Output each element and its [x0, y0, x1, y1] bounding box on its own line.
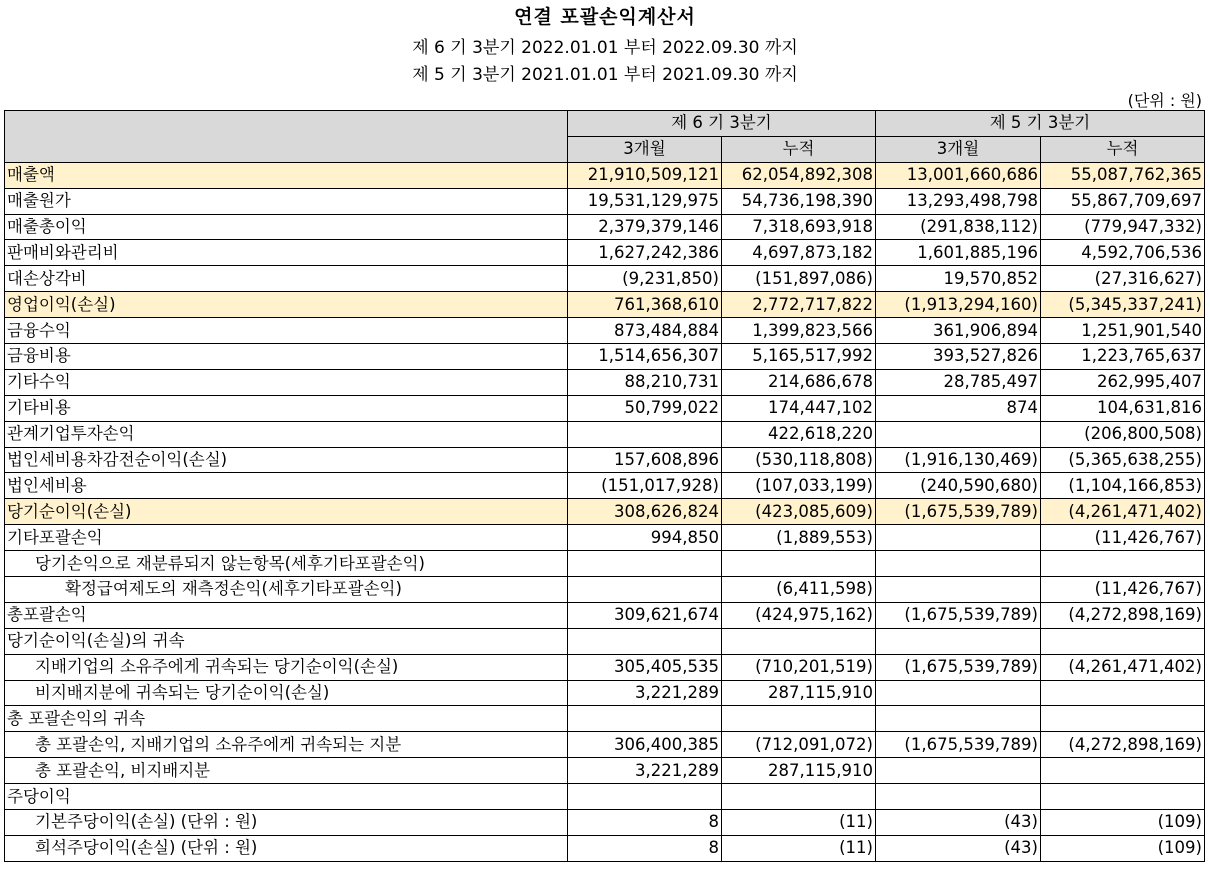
value-cell: 2,772,717,822: [722, 292, 876, 318]
value-cell: 19,570,852: [876, 266, 1041, 292]
value-cell: [722, 706, 876, 732]
row-label: 총 포괄손익, 비지배지분: [5, 758, 568, 784]
value-cell: [1041, 628, 1205, 654]
value-cell: 287,115,910: [722, 680, 876, 706]
value-cell: (11): [722, 810, 876, 836]
header-blank-cell: [5, 111, 568, 163]
table-row: [5, 421, 1205, 447]
header-cumulative-current: 누적: [722, 136, 876, 162]
value-cell: (712,091,072): [722, 732, 876, 758]
value-cell: 1,627,242,386: [568, 240, 722, 266]
value-cell: (43): [876, 835, 1041, 861]
value-cell: [876, 421, 1041, 447]
row-label: 금융비용: [5, 344, 568, 370]
value-cell: 157,608,896: [568, 447, 722, 473]
row-label: 확정급여제도의 재측정손익(세후기타포괄손익): [5, 577, 568, 603]
value-cell: [1041, 551, 1205, 577]
table-row: [5, 292, 1205, 318]
value-cell: (5,365,638,255): [1041, 447, 1205, 473]
value-cell: (5,345,337,241): [1041, 292, 1205, 318]
value-cell: 104,631,816: [1041, 395, 1205, 421]
row-label: 당기순이익(손실): [5, 499, 568, 525]
value-cell: (779,947,332): [1041, 214, 1205, 240]
value-cell: 393,527,826: [876, 344, 1041, 370]
value-cell: [876, 758, 1041, 784]
value-cell: 8: [568, 835, 722, 861]
row-label: 기타포괄손익: [5, 525, 568, 551]
value-cell: (151,897,086): [722, 266, 876, 292]
value-cell: 306,400,385: [568, 732, 722, 758]
row-label: 매출원가: [5, 188, 568, 214]
value-cell: 62,054,892,308: [722, 162, 876, 188]
value-cell: (4,272,898,169): [1041, 732, 1205, 758]
value-cell: (11,426,767): [1041, 577, 1205, 603]
value-cell: [876, 577, 1041, 603]
value-cell: (109): [1041, 835, 1205, 861]
row-label: 매출총이익: [5, 214, 568, 240]
value-cell: (291,838,112): [876, 214, 1041, 240]
value-cell: [722, 628, 876, 654]
table-row: [5, 240, 1205, 266]
value-cell: 55,867,709,697: [1041, 188, 1205, 214]
table-row: [5, 810, 1205, 836]
value-cell: [876, 551, 1041, 577]
value-cell: 13,293,498,798: [876, 188, 1041, 214]
value-cell: [1041, 784, 1205, 810]
value-cell: (4,261,471,402): [1041, 499, 1205, 525]
value-cell: (109): [1041, 810, 1205, 836]
value-cell: (4,272,898,169): [1041, 602, 1205, 628]
value-cell: [876, 628, 1041, 654]
value-cell: 309,621,674: [568, 602, 722, 628]
value-cell: (1,889,553): [722, 525, 876, 551]
table-row: [5, 447, 1205, 473]
value-cell: 1,251,901,540: [1041, 318, 1205, 344]
value-cell: (27,316,627): [1041, 266, 1205, 292]
value-cell: 88,210,731: [568, 369, 722, 395]
row-label: 총 포괄손익, 지배기업의 소유주에게 귀속되는 지분: [5, 732, 568, 758]
table-row: [5, 188, 1205, 214]
value-cell: 994,850: [568, 525, 722, 551]
value-cell: (9,231,850): [568, 266, 722, 292]
table-row: [5, 525, 1205, 551]
table-row: [5, 758, 1205, 784]
value-cell: 5,165,517,992: [722, 344, 876, 370]
value-cell: [568, 551, 722, 577]
value-cell: 873,484,884: [568, 318, 722, 344]
value-cell: [722, 551, 876, 577]
row-label: 금융수익: [5, 318, 568, 344]
value-cell: 3,221,289: [568, 680, 722, 706]
value-cell: (1,916,130,469): [876, 447, 1041, 473]
value-cell: 761,368,610: [568, 292, 722, 318]
table-row: [5, 628, 1205, 654]
header-3month-current: 3개월: [568, 136, 722, 162]
value-cell: (206,800,508): [1041, 421, 1205, 447]
statement-title: 연결 포괄손익계산서: [514, 6, 696, 28]
value-cell: 361,906,894: [876, 318, 1041, 344]
value-cell: 308,626,824: [568, 499, 722, 525]
period-current: 제 6 기 3분기 2022.01.01 부터 2022.09.30 까지: [412, 38, 798, 58]
table-row: [5, 732, 1205, 758]
row-label: 희석주당이익(손실) (단위 : 원): [5, 835, 568, 861]
value-cell: [568, 706, 722, 732]
header-row-group: [5, 111, 1205, 137]
value-cell: (424,975,162): [722, 602, 876, 628]
row-label: 관계기업투자손익: [5, 421, 568, 447]
value-cell: (43): [876, 810, 1041, 836]
row-label: 당기순이익(손실)의 귀속: [5, 628, 568, 654]
value-cell: (151,017,928): [568, 473, 722, 499]
value-cell: [1041, 758, 1205, 784]
value-cell: 3,221,289: [568, 758, 722, 784]
row-label: 매출액: [5, 162, 568, 188]
value-cell: 262,995,407: [1041, 369, 1205, 395]
value-cell: 8: [568, 810, 722, 836]
value-cell: (6,411,598): [722, 577, 876, 603]
value-cell: [876, 706, 1041, 732]
value-cell: 287,115,910: [722, 758, 876, 784]
value-cell: 4,697,873,182: [722, 240, 876, 266]
income-statement-table: [4, 110, 1205, 862]
period-prior: 제 5 기 3분기 2021.01.01 부터 2021.09.30 까지: [412, 65, 798, 85]
table-row: [5, 551, 1205, 577]
row-label: 지배기업의 소유주에게 귀속되는 당기순이익(손실): [5, 654, 568, 680]
value-cell: 1,514,656,307: [568, 344, 722, 370]
table-row: [5, 395, 1205, 421]
row-label: 대손상각비: [5, 266, 568, 292]
table-row: [5, 266, 1205, 292]
value-cell: 13,001,660,686: [876, 162, 1041, 188]
row-label: 총 포괄손익의 귀속: [5, 706, 568, 732]
value-cell: 50,799,022: [568, 395, 722, 421]
value-cell: 7,318,693,918: [722, 214, 876, 240]
value-cell: (423,085,609): [722, 499, 876, 525]
row-label: 법인세비용차감전순이익(손실): [5, 447, 568, 473]
value-cell: (240,590,680): [876, 473, 1041, 499]
value-cell: 2,379,379,146: [568, 214, 722, 240]
value-cell: 1,399,823,566: [722, 318, 876, 344]
value-cell: [876, 680, 1041, 706]
row-label: 당기손익으로 재분류되지 않는항목(세후기타포괄손익): [5, 551, 568, 577]
value-cell: [876, 784, 1041, 810]
value-cell: (1,675,539,789): [876, 732, 1041, 758]
value-cell: 28,785,497: [876, 369, 1041, 395]
header-cumulative-prior: 누적: [1041, 136, 1205, 162]
table-row: [5, 654, 1205, 680]
table-row: [5, 318, 1205, 344]
value-cell: (1,675,539,789): [876, 499, 1041, 525]
value-cell: (1,913,294,160): [876, 292, 1041, 318]
value-cell: [722, 784, 876, 810]
table-row: [5, 344, 1205, 370]
value-cell: (1,675,539,789): [876, 654, 1041, 680]
value-cell: [1041, 706, 1205, 732]
table-row: [5, 835, 1205, 861]
value-cell: [568, 784, 722, 810]
row-label: 비지배지분에 귀속되는 당기순이익(손실): [5, 680, 568, 706]
value-cell: [568, 421, 722, 447]
value-cell: [568, 577, 722, 603]
row-label: 판매비와관리비: [5, 240, 568, 266]
table-row: [5, 499, 1205, 525]
value-cell: [568, 628, 722, 654]
row-label: 영업이익(손실): [5, 292, 568, 318]
value-cell: [1041, 680, 1205, 706]
value-cell: 214,686,678: [722, 369, 876, 395]
value-cell: 422,618,220: [722, 421, 876, 447]
value-cell: (710,201,519): [722, 654, 876, 680]
table-row: [5, 602, 1205, 628]
row-label: 기타비용: [5, 395, 568, 421]
table-row: [5, 680, 1205, 706]
value-cell: 174,447,102: [722, 395, 876, 421]
value-cell: (11): [722, 835, 876, 861]
value-cell: 874: [876, 395, 1041, 421]
value-cell: 19,531,129,975: [568, 188, 722, 214]
header-period-prior: 제 5 기 3분기: [876, 111, 1205, 137]
value-cell: (530,118,808): [722, 447, 876, 473]
row-label: 법인세비용: [5, 473, 568, 499]
row-label: 주당이익: [5, 784, 568, 810]
value-cell: 21,910,509,121: [568, 162, 722, 188]
table-row: [5, 706, 1205, 732]
header-period-current: 제 6 기 3분기: [568, 111, 876, 137]
value-cell: 305,405,535: [568, 654, 722, 680]
value-cell: (1,675,539,789): [876, 602, 1041, 628]
table-row: [5, 577, 1205, 603]
value-cell: (107,033,199): [722, 473, 876, 499]
row-label: 기타수익: [5, 369, 568, 395]
unit-label: (단위 : 원): [1127, 91, 1202, 110]
table-row: [5, 214, 1205, 240]
table-row: [5, 369, 1205, 395]
row-label: 기본주당이익(손실) (단위 : 원): [5, 810, 568, 836]
value-cell: (1,104,166,853): [1041, 473, 1205, 499]
table-row: [5, 162, 1205, 188]
value-cell: 4,592,706,536: [1041, 240, 1205, 266]
value-cell: 1,223,765,637: [1041, 344, 1205, 370]
value-cell: 54,736,198,390: [722, 188, 876, 214]
value-cell: [876, 525, 1041, 551]
value-cell: (4,261,471,402): [1041, 654, 1205, 680]
value-cell: 55,087,762,365: [1041, 162, 1205, 188]
value-cell: (11,426,767): [1041, 525, 1205, 551]
value-cell: 1,601,885,196: [876, 240, 1041, 266]
table-row: [5, 473, 1205, 499]
header-3month-prior: 3개월: [876, 136, 1041, 162]
table-row: [5, 784, 1205, 810]
row-label: 총포괄손익: [5, 602, 568, 628]
